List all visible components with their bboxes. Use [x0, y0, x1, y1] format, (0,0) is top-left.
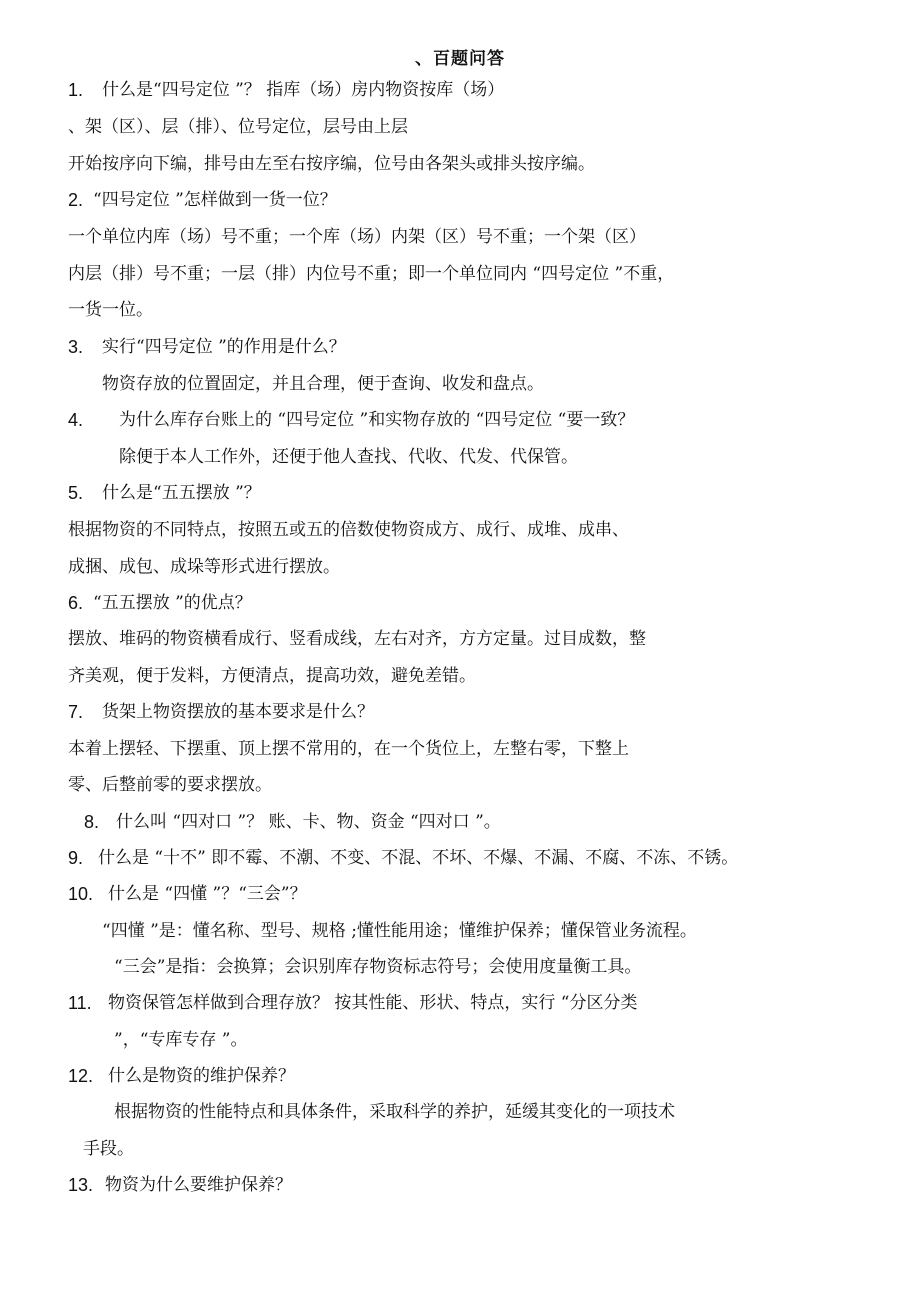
answer-text: 手段。	[83, 1139, 134, 1159]
answer-text: 物资存放的位置固定，并且合理，便于查询、收发和盘点。	[102, 374, 544, 394]
question-text: 什么叫 “四对口 ”？ 账、卡、物、资金 “四对口 ”。	[116, 812, 501, 832]
question-text: 物资为什么要维护保养？	[105, 1175, 292, 1195]
answer-text: 零、后整前零的要求摆放。	[68, 775, 272, 795]
answer-text: 除便于本人工作外，还便于他人查找、代收、代发、代保管。	[119, 447, 578, 467]
question-text: 什么是 “四懂 ”？“三会”？	[108, 884, 307, 904]
question-number: 11.	[68, 993, 92, 1013]
question-number: 5.	[68, 483, 84, 503]
answer-text: 开始按序向下编，排号由左至右按序编，位号由各架头或排头按序编。	[68, 154, 595, 174]
question-number: 12.	[68, 1066, 94, 1086]
question-number: 8.	[84, 812, 100, 832]
answer-text: 、架（区）、层（排）、位号定位，层号由上层	[68, 117, 408, 137]
answer-text: 一货一位。	[68, 300, 153, 320]
question-number: 9.	[68, 848, 84, 868]
question-number: 2.	[68, 190, 84, 210]
answer-text: 成捆、成包、成垛等形式进行摆放。	[68, 557, 340, 577]
question-number: 1.	[68, 80, 84, 100]
answer-text: 内层（排）号不重；一层（排）内位号不重；即一个单位同内 “四号定位 ”不重，	[68, 264, 675, 284]
question-text: “五五摆放 ”的优点？	[93, 593, 252, 613]
question-number: 3.	[68, 337, 84, 357]
answer-text: 根据物资的性能特点和具体条件，采取科学的养护，延缓其变化的一项技术	[114, 1102, 675, 1122]
answer-text: “四懂 ”是：懂名称、型号、规格 ;懂性能用途；懂维护保养；懂保管业务流程。	[102, 921, 697, 941]
question-text: 什么是 “十不” 即不霉、不潮、不变、不混、不坏、不爆、不漏、不腐、不冻、不锈。	[98, 848, 739, 868]
question-text: 货架上物资摆放的基本要求是什么？	[102, 702, 374, 722]
question-number: 6.	[68, 593, 84, 613]
question-number: 13.	[68, 1175, 94, 1195]
answer-text: 根据物资的不同特点，按照五或五的倍数使物资成方、成行、成堆、成串、	[68, 520, 629, 540]
question-text: 什么是物资的维护保养？	[108, 1066, 295, 1086]
answer-text: 齐美观，便于发料，方便清点，提高功效，避免差错。	[68, 666, 476, 686]
question-text: “四号定位 ”怎样做到一货一位？	[93, 190, 337, 210]
question-text: 什么是“五五摆放 ”？	[102, 483, 261, 503]
question-text: 物资保管怎样做到合理存放？ 按其性能、形状、特点，实行 “分区分类	[108, 993, 638, 1013]
question-text: 实行“四号定位 ”的作用是什么？	[102, 337, 346, 357]
answer-text: “三会”是指：会换算；会识别库存物资标志符号；会使用度量衡工具。	[114, 957, 642, 977]
page-title: 、百题问答	[415, 49, 505, 69]
answer-text: 本着上摆轻、下摆重、顶上摆不常用的，在一个货位上，左整右零，下整上	[68, 739, 629, 759]
question-number: 7.	[68, 702, 84, 722]
answer-text: 摆放、堆码的物资横看成行、竖看成线，左右对齐，方方定量。过目成数，整	[68, 629, 646, 649]
question-number: 10.	[68, 884, 94, 904]
question-text: 什么是“四号定位 ”？ 指库（场）房内物资按库（场）	[102, 80, 505, 100]
answer-text: ”，“专库专存 ”。	[114, 1030, 248, 1050]
question-text: 为什么库存台账上的 “四号定位 ”和实物存放的 “四号定位 “要一致？	[119, 410, 635, 430]
answer-text: 一个单位内库（场）号不重；一个库（场）内架（区）号不重；一个架（区）	[68, 227, 646, 247]
question-number: 4.	[68, 410, 84, 430]
